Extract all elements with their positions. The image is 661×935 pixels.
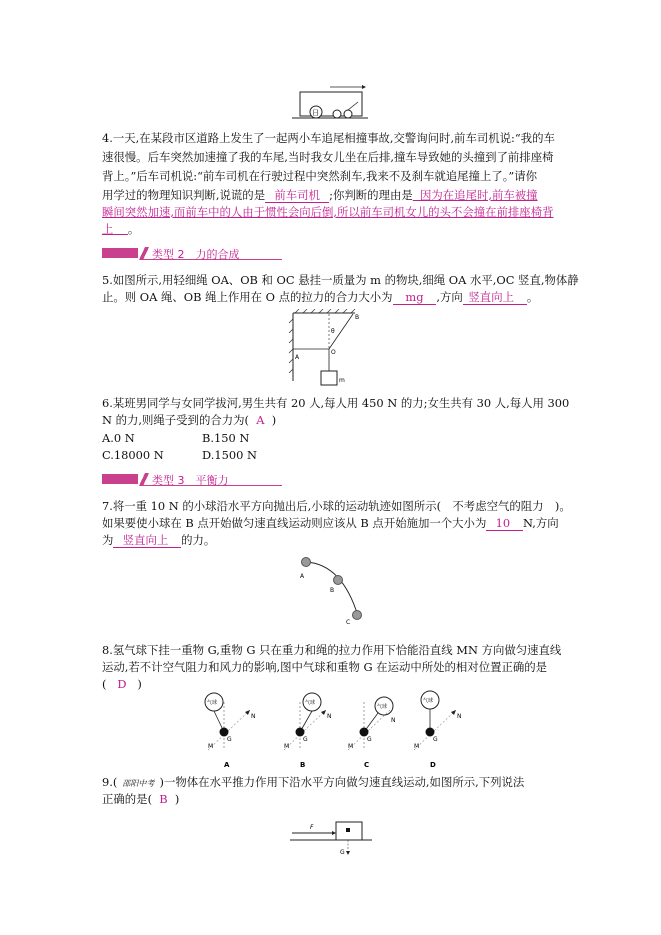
q8-a-n: N <box>251 713 256 720</box>
q8-c-balloon: 气球 <box>377 704 388 710</box>
q8-line2: 运动,若不计空气阻力和风力的影响,图中气球和重物 G 在运动中所处的相对位置正确的是 <box>102 660 548 674</box>
q8-b-g: G <box>303 736 308 743</box>
q4-reason-part1: 因为在追尾时,前车被撞 <box>420 188 538 202</box>
q5-label-a: A <box>295 354 300 361</box>
q5-label-b: B <box>355 314 360 321</box>
q5-label-m: m <box>339 377 345 384</box>
q8-line3: ( D ) <box>102 677 142 691</box>
q7-label-c: C <box>346 619 351 626</box>
q6-option-a: A.0 N <box>102 431 135 445</box>
q4-line1: 4.一天,在某段市区道路上发生了一起两小车追尾相撞事故,交警询问时,前车司机说:“我的车 <box>102 131 555 145</box>
q5-answer-direction: 竖直向上 <box>463 290 527 305</box>
q4-reason-prefix: ;你判断的理由是 <box>329 188 413 202</box>
q7-line2: 如果要使小球在 B 点开始做匀速直线运动则应该从 B 点开始施加一个大小为 10 N,方向 <box>102 516 559 530</box>
q8-b-n: N <box>327 713 332 720</box>
q9-source: 邵阳中考 <box>122 779 155 788</box>
q8-d-m: M <box>414 743 420 750</box>
q7-answer-magnitude: 10 <box>486 516 523 531</box>
q8-panel-d <box>402 688 462 768</box>
q9-answer: B <box>159 792 168 806</box>
q4-answer-liar: 前车司机 <box>265 188 329 203</box>
q4-liar-prefix: 用学过的物理知识判断,说谎的是 <box>102 188 266 202</box>
car-figure <box>290 80 370 126</box>
q8-c-letter: C <box>364 761 370 768</box>
q8-c-g: G <box>367 736 372 743</box>
q8-b-balloon: 气球 <box>305 700 316 706</box>
q6-answer: A <box>256 413 265 427</box>
q8-d-g: G <box>433 736 438 743</box>
q7-line1: 7.将一重 10 N 的小球沿水平方向抛出后,小球的运动轨迹如图所示( 不考虑空气的阻力 )。 <box>102 499 571 513</box>
q8-c-m: M <box>348 743 354 750</box>
type3-title: 类型 3 平衡力 <box>152 474 229 487</box>
q4-reason-part3: 上 <box>102 222 114 236</box>
q8-b-m: M <box>284 743 290 750</box>
q5-line1: 5.如图所示,用轻细绳 OA、OB 和 OC 悬挂一质量为 m 的物块,细绳 OA 水平,OC 竖直,物体静 <box>102 273 579 287</box>
q6-line1: 6.某班男同学与女同学拔河,男生共有 20 人,每人用 450 N 的力;女生共有 30 人,每人用 300 <box>102 396 570 410</box>
q5-figure <box>285 309 365 389</box>
q5-answer-magnitude: mg <box>393 290 437 305</box>
q8-panel-a <box>196 688 256 768</box>
q8-a-letter: A <box>224 761 230 768</box>
q5-label-theta: θ <box>331 328 335 335</box>
q8-d-balloon: 气球 <box>423 698 434 704</box>
q6-option-d: D.1500 N <box>202 448 257 462</box>
q8-a-balloon: 气球 <box>207 700 218 706</box>
q6-option-b: B.150 N <box>202 431 250 445</box>
q6-line2: N 的力,则绳子受到的合力为( A ) <box>102 413 277 427</box>
q8-answer: D <box>117 677 127 691</box>
q7-line3: 为 竖直向上 的力。 <box>102 533 216 547</box>
q7-figure <box>292 554 372 626</box>
car-label: 日 <box>312 109 319 117</box>
q8-d-n: N <box>457 713 462 720</box>
q5-label-o: O <box>331 349 336 356</box>
q8-c-n: N <box>391 717 396 724</box>
q9-line1: 9.( 邵阳中考 )一物体在水平推力作用下沿水平方向做匀速直线运动,如图所示,下列说法 <box>102 775 525 789</box>
q8-a-m: M <box>208 743 214 750</box>
q8-panel-b <box>272 688 332 768</box>
q4-line6: 上 。 <box>102 222 140 236</box>
q8-b-letter: B <box>300 761 306 768</box>
type2-title: 类型 2 力的合成 <box>152 248 240 261</box>
q6-option-c: C.18000 N <box>102 448 164 462</box>
q9-line2: 正确的是( B ) <box>102 792 180 806</box>
q8-panel-c <box>336 688 396 768</box>
q4-reason-part2: 瞬间突然加速,而前车中的人由于惯性会向后倒,所以前车司机女儿的头不会撞在前排座椅背 <box>102 205 554 219</box>
q7-label-b: B <box>330 587 335 594</box>
q8-line1: 8.氢气球下挂一重物 G,重物 G 只在重力和绳的拉力作用下恰能沿直线 MN 方向做匀速直线 <box>102 643 562 657</box>
q8-a-g: G <box>227 736 232 743</box>
q7-answer-direction: 竖直向上 <box>113 533 181 548</box>
q9-figure <box>286 812 376 856</box>
q7-label-a: A <box>300 573 305 580</box>
q4-line2: 速很慢。后车突然加速撞了我的车尾,当时我女儿坐在后排,撞车导致她的头撞到了前排座椅 <box>102 150 554 164</box>
q9-label-f: F <box>310 824 314 831</box>
q4-line4 <box>102 188 538 203</box>
q8-d-letter: D <box>430 761 436 768</box>
q5-line2: 止。则 OA 绳、OB 绳上作用在 O 点的拉力的合力大小为 mg ,方向 竖直向上 。 <box>102 290 539 304</box>
q4-line3: 背上。”后车司机说:“前车司机在行驶过程中突然刹车,我来不及刹车就追尾撞上了。”请你 <box>102 169 537 183</box>
q9-label-g: G <box>340 849 345 856</box>
